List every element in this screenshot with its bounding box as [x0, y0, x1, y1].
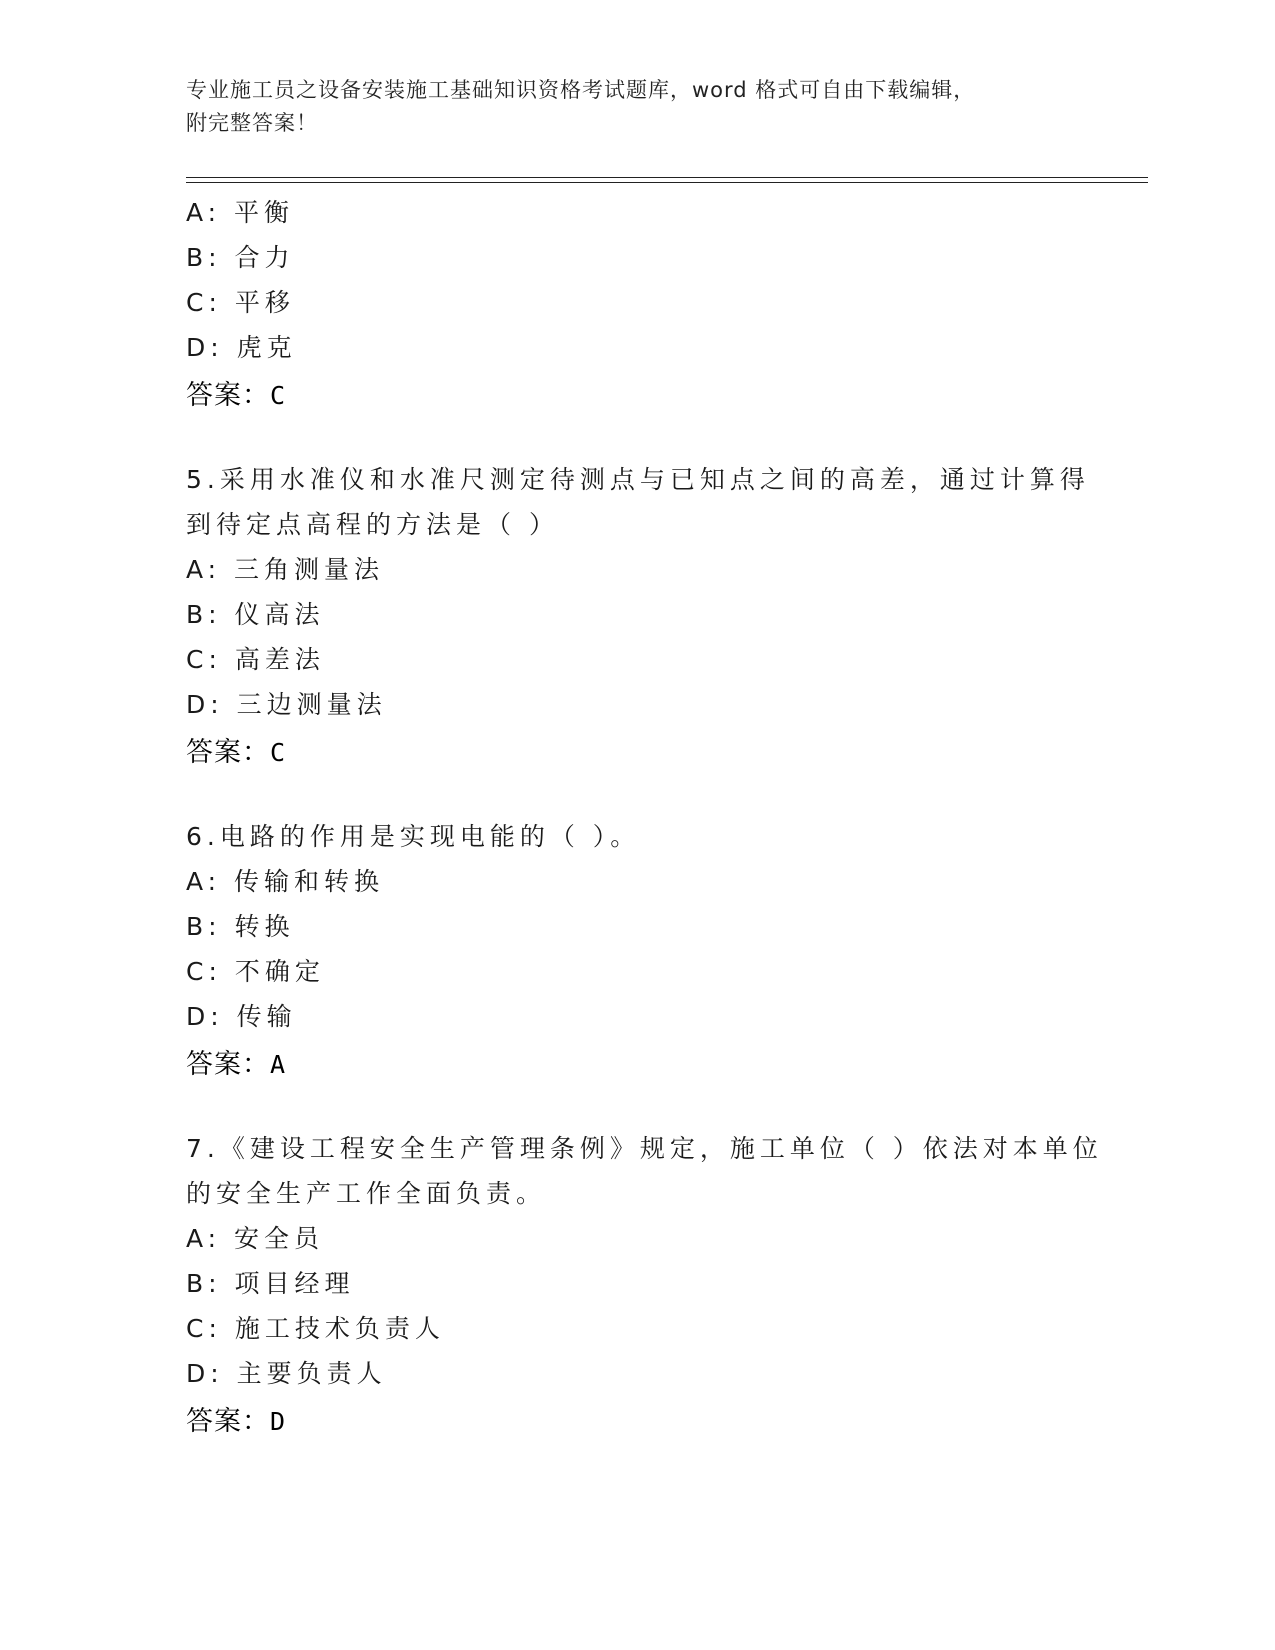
header-line-1: 专业施工员之设备安装施工基础知识资格考试题库，word 格式可自由下载编辑，: [186, 78, 976, 102]
header-divider-bottom: [186, 182, 1148, 183]
answer-label: 答案：: [186, 1406, 270, 1437]
answer-value: C: [270, 738, 286, 767]
option-c: C: 平移: [186, 288, 295, 317]
answer-value: A: [270, 1050, 286, 1079]
option-d: D: 主要负责人: [186, 1359, 387, 1388]
answer-label: 答案：: [186, 380, 270, 411]
document-header: [186, 74, 1066, 140]
answer-label: 答案：: [186, 1049, 270, 1080]
answer-line: [186, 730, 285, 769]
option-b: B: 项目经理: [186, 1269, 355, 1298]
question-stem-line-1: 6.电路的作用是实现电能的（ ）。: [186, 822, 641, 851]
answer-line: [186, 373, 285, 412]
option-d: D: 虎克: [186, 333, 297, 362]
option-a: A: 安全员: [186, 1224, 325, 1253]
question-stem-line-2: 的安全生产工作全面负责。: [186, 1179, 547, 1208]
question-stem-line-1: 7.《建设工程安全生产管理条例》规定，施工单位（ ）依法对本单位: [186, 1134, 1103, 1163]
answer-label: 答案：: [186, 737, 270, 768]
option-c: C: 施工技术负责人: [186, 1314, 445, 1343]
option-d: D: 三边测量法: [186, 690, 387, 719]
answer-line: [186, 1399, 285, 1438]
option-b: B: 仪高法: [186, 600, 325, 629]
option-a: A: 平衡: [186, 198, 295, 227]
option-d: D: 传输: [186, 1002, 297, 1031]
option-b: B: 合力: [186, 243, 295, 272]
question-stem-line-1: 5.采用水准仪和水准尺测定待测点与已知点之间的高差，通过计算得: [186, 465, 1090, 494]
answer-line: [186, 1042, 285, 1081]
header-divider-top: [186, 177, 1148, 178]
answer-value: C: [270, 381, 286, 410]
question-stem-line-2: 到待定点高程的方法是（ ）: [186, 510, 559, 539]
answer-value: D: [270, 1407, 286, 1436]
option-b: B: 转换: [186, 912, 295, 941]
option-c: C: 高差法: [186, 645, 325, 674]
option-a: A: 传输和转换: [186, 867, 385, 896]
option-a: A: 三角测量法: [186, 555, 385, 584]
header-line-2: 附完整答案！: [186, 111, 318, 135]
option-c: C: 不确定: [186, 957, 325, 986]
